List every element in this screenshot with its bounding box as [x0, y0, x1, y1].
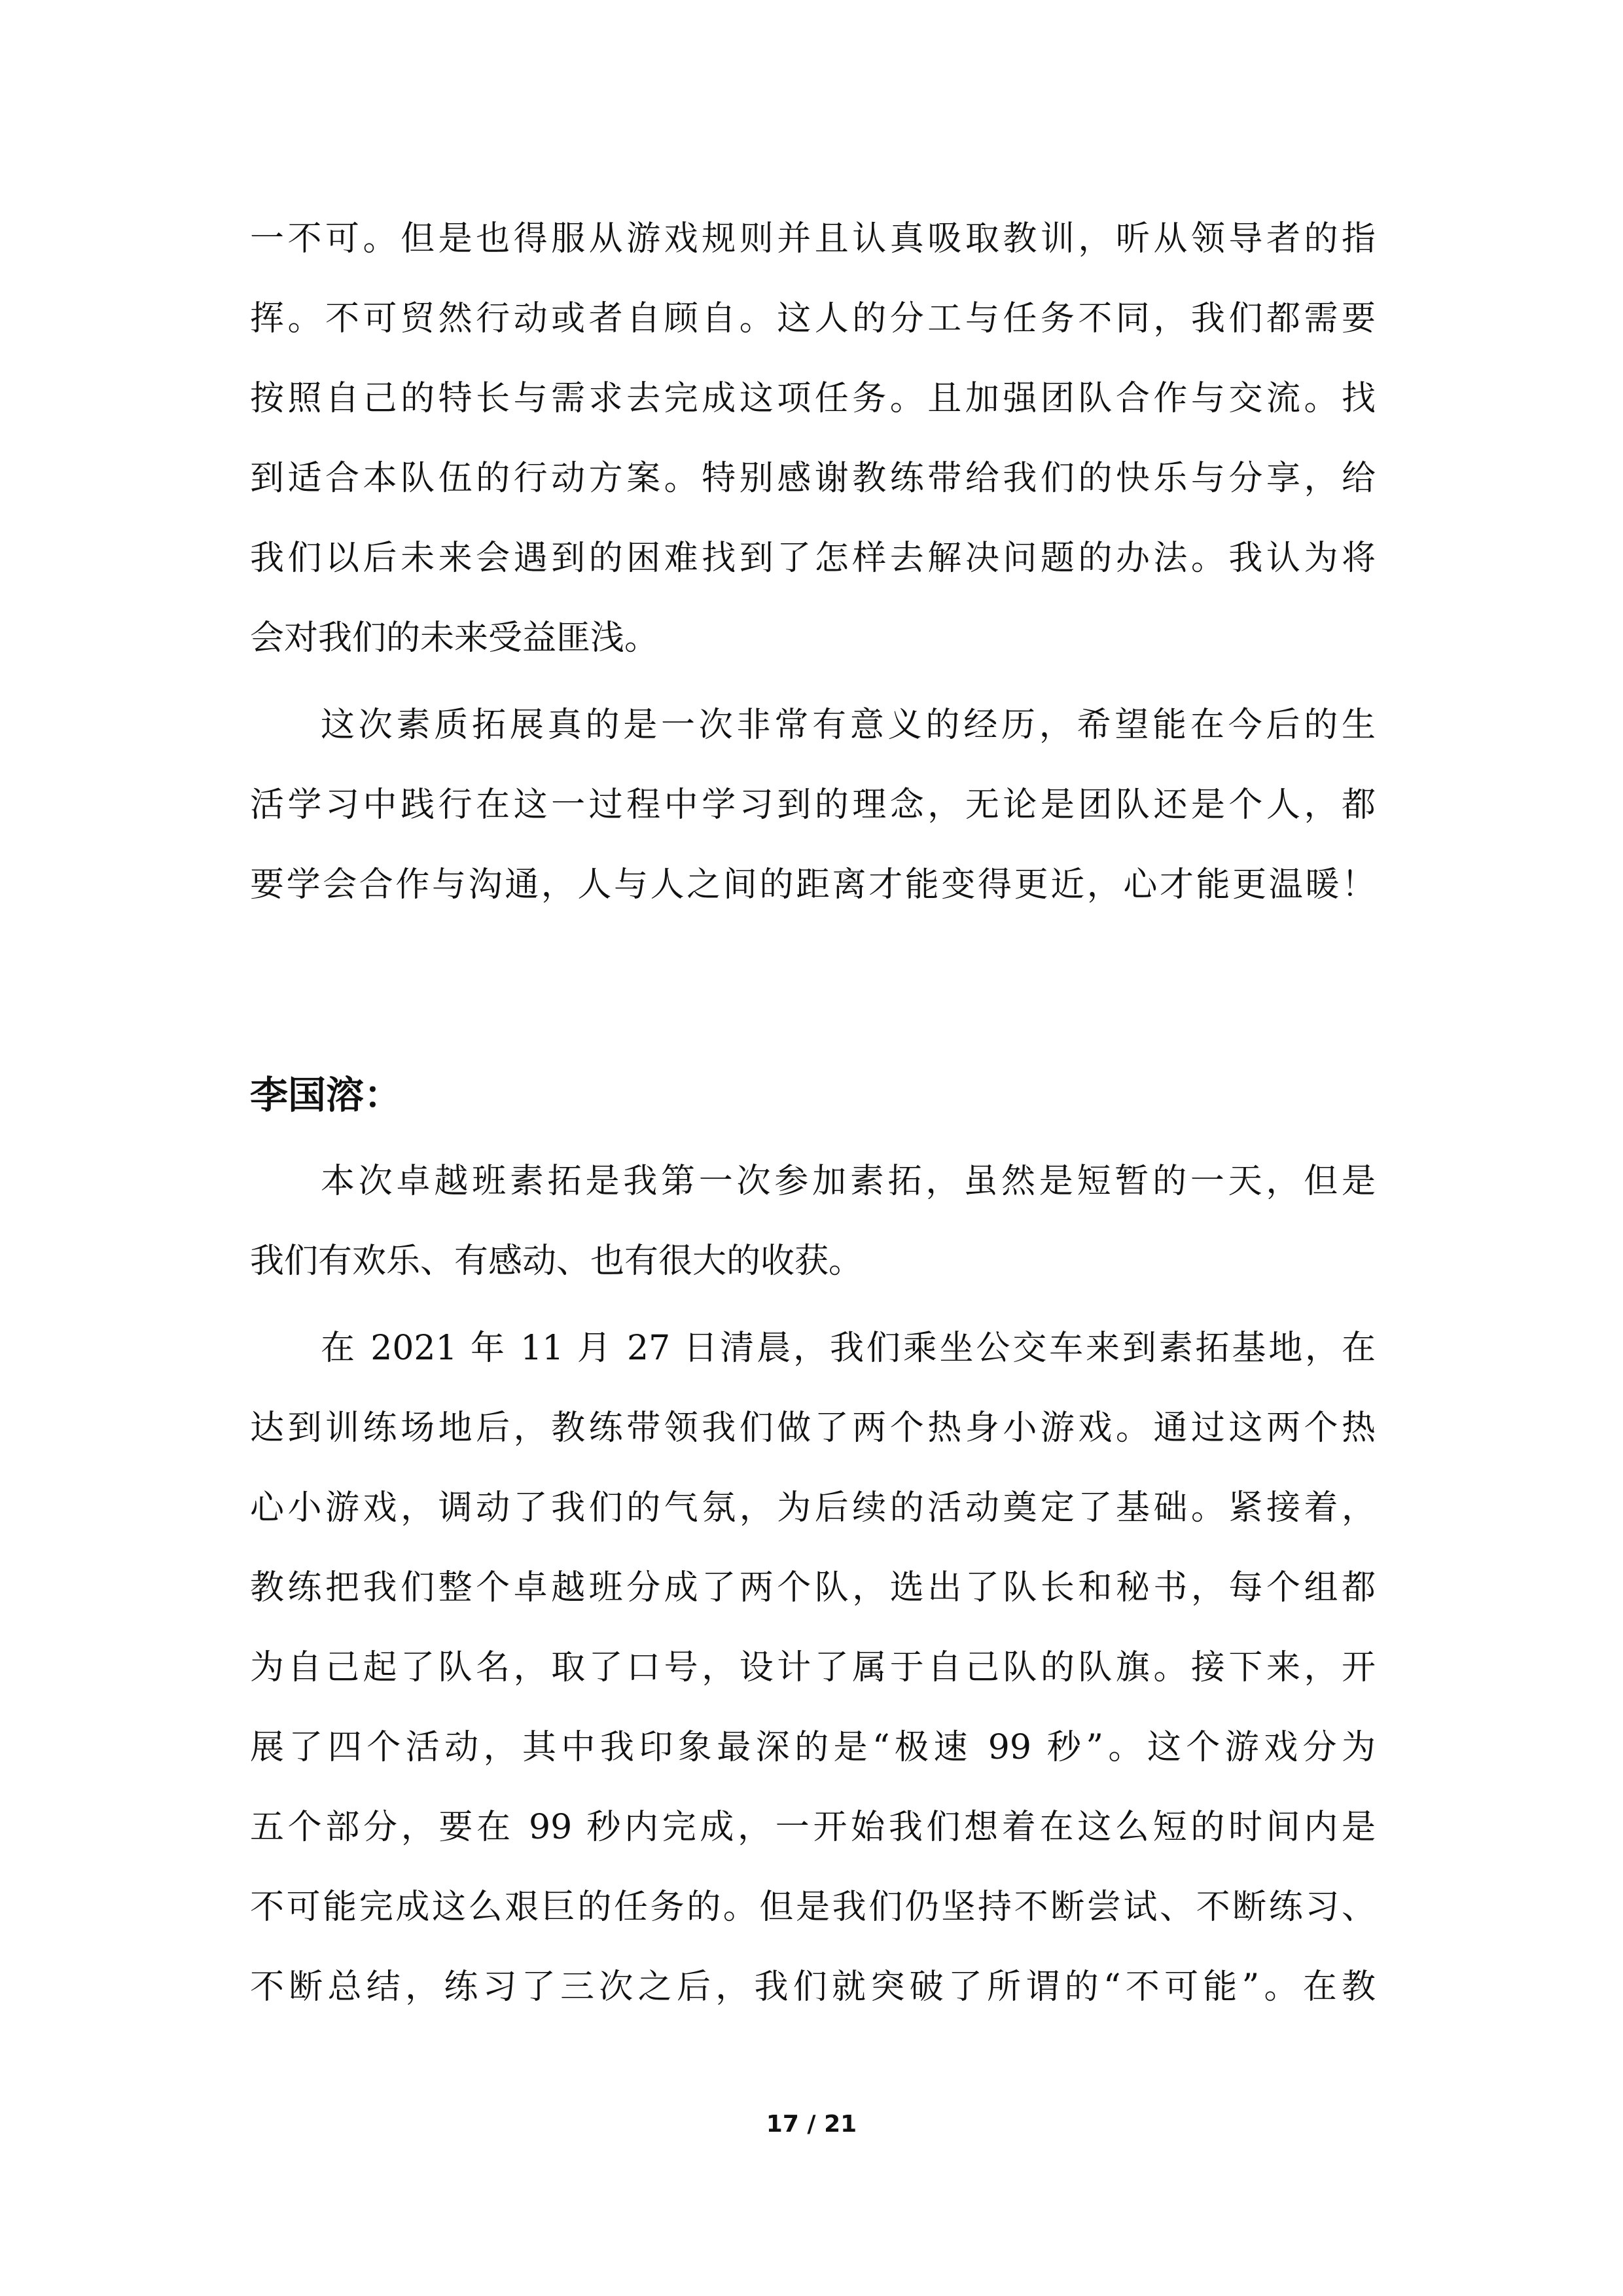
text-line: 我们有欢乐、有感动、也有很大的收获。 — [250, 1242, 863, 1281]
text-line: 要学会合作与沟通，人与人之间的距离才能变得更近，心才能更温暖！ — [250, 865, 1376, 905]
text-line: 不可能完成这么艰巨的任务的。但是我们仍坚持不断尝试、不断练习、 — [250, 1888, 1376, 1927]
text-line: 我们以后未来会遇到的困难找到了怎样去解决问题的办法。我认为将 — [250, 539, 1376, 578]
text-line: 这次素质拓展真的是一次非常有意义的经历，希望能在今后的生 — [321, 706, 1376, 745]
text-line: 本次卓越班素拓是我第一次参加素拓，虽然是短暂的一天，但是 — [321, 1162, 1376, 1201]
text-line: 一不可。但是也得服从游戏规则并且认真吸取教训，听从领导者的指 — [250, 219, 1376, 259]
text-line: 挥。不可贸然行动或者自顾自。这人的分工与任务不同，我们都需要 — [250, 299, 1376, 338]
text-line: 五个部分，要在 99 秒内完成，一开始我们想着在这么短的时间内是 — [250, 1808, 1376, 1847]
text-line: 在 2021 年 11 月 27 日清晨，我们乘坐公交车来到素拓基地，在 — [321, 1329, 1376, 1368]
text-line: 心小游戏，调动了我们的气氛，为后续的活动奠定了基础。紧接着， — [250, 1488, 1376, 1528]
text-line: 会对我们的未来受益匪浅。 — [250, 619, 659, 658]
text-line: 达到训练场地后，教练带领我们做了两个热身小游戏。通过这两个热 — [250, 1408, 1376, 1448]
text-line: 到适合本队伍的行动方案。特别感谢教练带给我们的快乐与分享，给 — [250, 459, 1376, 498]
text-line: 为自己起了队名，取了口号，设计了属于自己队的队旗。接下来，开 — [250, 1648, 1376, 1687]
page-number: 17 / 21 — [766, 2111, 857, 2138]
text-line: 不断总结，练习了三次之后，我们就突破了所谓的“不可能”。在教 — [250, 1967, 1376, 2007]
text-line: 展了四个活动，其中我印象最深的是“极速 99 秒”。这个游戏分为 — [250, 1728, 1376, 1767]
text-line: 按照自己的特长与需求去完成这项任务。且加强团队合作与交流。找 — [250, 379, 1376, 418]
section-heading: 李国溶： — [250, 1073, 402, 1117]
text-line: 活学习中践行在这一过程中学习到的理念，无论是团队还是个人，都 — [250, 785, 1376, 825]
text-line: 教练把我们整个卓越班分成了两个队，选出了队长和秘书，每个组都 — [250, 1568, 1376, 1607]
